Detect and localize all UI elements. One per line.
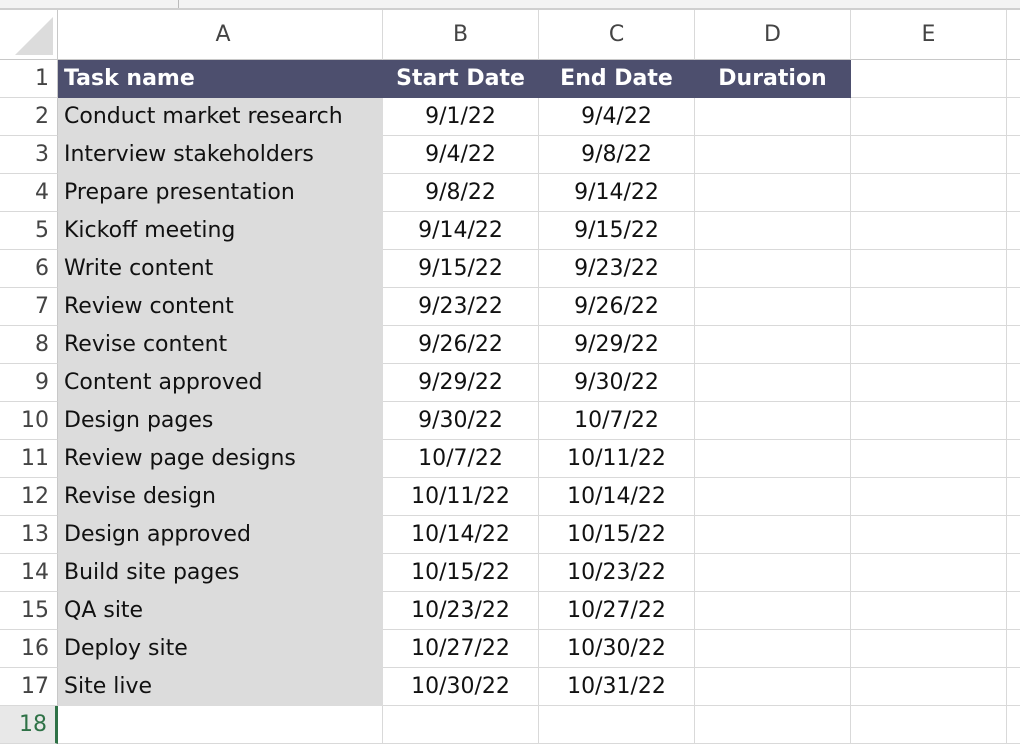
cell[interactable]	[1007, 364, 1020, 402]
end-date-cell[interactable]: 10/11/22	[539, 440, 695, 478]
cell[interactable]	[539, 706, 695, 744]
cell[interactable]	[851, 98, 1007, 136]
cell[interactable]	[1007, 630, 1020, 668]
column-header-d[interactable]: D	[695, 10, 851, 60]
cell[interactable]	[851, 136, 1007, 174]
cell[interactable]	[851, 706, 1007, 744]
task-name-cell[interactable]: Build site pages	[58, 554, 383, 592]
cell[interactable]	[58, 706, 383, 744]
duration-cell[interactable]	[695, 326, 851, 364]
row-header[interactable]: 12	[0, 478, 58, 516]
column-header-f[interactable]	[1007, 10, 1020, 60]
start-date-cell[interactable]: 10/11/22	[383, 478, 539, 516]
table-row	[0, 250, 1020, 288]
row-header[interactable]: 11	[0, 440, 58, 478]
row-header[interactable]: 4	[0, 174, 58, 212]
task-name-cell[interactable]: Design approved	[58, 516, 383, 554]
table-row	[0, 478, 1020, 516]
cell[interactable]	[851, 668, 1007, 706]
cell[interactable]	[1007, 60, 1020, 98]
row-header[interactable]: 1	[0, 60, 58, 98]
cell[interactable]	[1007, 212, 1020, 250]
header-duration[interactable]: Duration	[695, 60, 851, 98]
cell[interactable]	[1007, 136, 1020, 174]
end-date-cell[interactable]: 10/7/22	[539, 402, 695, 440]
select-all-button[interactable]	[0, 10, 58, 60]
end-date-cell[interactable]: 10/14/22	[539, 478, 695, 516]
table-row	[0, 288, 1020, 326]
cell[interactable]	[851, 516, 1007, 554]
table-row	[0, 212, 1020, 250]
row-header[interactable]: 2	[0, 98, 58, 136]
cell[interactable]	[851, 478, 1007, 516]
table-row	[0, 326, 1020, 364]
cell[interactable]	[851, 288, 1007, 326]
task-name-cell[interactable]: Review content	[58, 288, 383, 326]
duration-cell[interactable]	[695, 364, 851, 402]
column-header-row	[0, 10, 1020, 60]
start-date-cell[interactable]: 10/15/22	[383, 554, 539, 592]
task-name-cell[interactable]: Interview stakeholders	[58, 136, 383, 174]
selected-row	[0, 706, 1020, 744]
end-date-cell[interactable]: 9/29/22	[539, 326, 695, 364]
table-row	[0, 554, 1020, 592]
duration-cell[interactable]	[695, 668, 851, 706]
row-header[interactable]: 17	[0, 668, 58, 706]
end-date-cell[interactable]: 9/14/22	[539, 174, 695, 212]
cell[interactable]	[851, 364, 1007, 402]
task-name-cell[interactable]: Design pages	[58, 402, 383, 440]
cell[interactable]	[383, 706, 539, 744]
row-header[interactable]: 8	[0, 326, 58, 364]
column-header-c[interactable]: C	[539, 10, 695, 60]
cell[interactable]	[851, 630, 1007, 668]
cell[interactable]	[1007, 516, 1020, 554]
task-name-cell[interactable]: Kickoff meeting	[58, 212, 383, 250]
start-date-cell[interactable]: 9/29/22	[383, 364, 539, 402]
column-header-e[interactable]: E	[851, 10, 1007, 60]
table-row	[0, 630, 1020, 668]
row-header[interactable]: 3	[0, 136, 58, 174]
duration-cell[interactable]	[695, 592, 851, 630]
cell[interactable]	[851, 326, 1007, 364]
row-header[interactable]: 5	[0, 212, 58, 250]
header-end-date[interactable]: End Date	[539, 60, 695, 98]
cell[interactable]	[695, 706, 851, 744]
start-date-cell[interactable]: 10/30/22	[383, 668, 539, 706]
duration-cell[interactable]	[695, 440, 851, 478]
duration-cell[interactable]	[695, 554, 851, 592]
duration-cell[interactable]	[695, 212, 851, 250]
duration-cell[interactable]	[695, 98, 851, 136]
header-task-name[interactable]: Task name	[58, 60, 383, 98]
cell[interactable]	[1007, 174, 1020, 212]
start-date-cell[interactable]: 10/23/22	[383, 592, 539, 630]
header-start-date[interactable]: Start Date	[383, 60, 539, 98]
start-date-cell[interactable]: 9/14/22	[383, 212, 539, 250]
row-header[interactable]: 13	[0, 516, 58, 554]
cell[interactable]	[851, 212, 1007, 250]
start-date-cell[interactable]: 10/27/22	[383, 630, 539, 668]
table-row	[0, 592, 1020, 630]
cell[interactable]	[1007, 478, 1020, 516]
duration-cell[interactable]	[695, 250, 851, 288]
cell[interactable]	[1007, 402, 1020, 440]
start-date-cell[interactable]: 10/14/22	[383, 516, 539, 554]
end-date-cell[interactable]: 9/26/22	[539, 288, 695, 326]
cell[interactable]	[851, 554, 1007, 592]
row-header[interactable]: 16	[0, 630, 58, 668]
formula-bar-edge	[0, 0, 1020, 10]
duration-cell[interactable]	[695, 402, 851, 440]
start-date-cell[interactable]: 9/8/22	[383, 174, 539, 212]
task-name-cell[interactable]: Review page designs	[58, 440, 383, 478]
cell[interactable]	[1007, 440, 1020, 478]
cell[interactable]	[851, 402, 1007, 440]
task-name-cell[interactable]: Write content	[58, 250, 383, 288]
cell[interactable]	[1007, 668, 1020, 706]
table-row	[0, 402, 1020, 440]
table-row	[0, 440, 1020, 478]
table-row	[0, 364, 1020, 402]
spreadsheet-grid	[0, 10, 1020, 744]
cell[interactable]	[1007, 706, 1020, 744]
task-name-cell[interactable]: Site live	[58, 668, 383, 706]
task-name-cell[interactable]: QA site	[58, 592, 383, 630]
end-date-cell[interactable]: 10/30/22	[539, 630, 695, 668]
row-header[interactable]: 18	[0, 706, 58, 744]
cell[interactable]	[851, 174, 1007, 212]
table-row	[0, 174, 1020, 212]
row-header[interactable]: 15	[0, 592, 58, 630]
cell[interactable]	[1007, 98, 1020, 136]
cell[interactable]	[1007, 554, 1020, 592]
cell[interactable]	[851, 440, 1007, 478]
end-date-cell[interactable]: 9/30/22	[539, 364, 695, 402]
duration-cell[interactable]	[695, 288, 851, 326]
task-name-cell[interactable]: Content approved	[58, 364, 383, 402]
row-header[interactable]: 14	[0, 554, 58, 592]
start-date-cell[interactable]: 10/7/22	[383, 440, 539, 478]
table-row	[0, 668, 1020, 706]
table-row	[0, 516, 1020, 554]
duration-cell[interactable]	[695, 630, 851, 668]
end-date-cell[interactable]: 10/15/22	[539, 516, 695, 554]
duration-cell[interactable]	[695, 516, 851, 554]
end-date-cell[interactable]: 10/31/22	[539, 668, 695, 706]
end-date-cell[interactable]: 10/27/22	[539, 592, 695, 630]
row-header[interactable]: 9	[0, 364, 58, 402]
cell[interactable]	[1007, 592, 1020, 630]
duration-cell[interactable]	[695, 136, 851, 174]
cell[interactable]	[1007, 326, 1020, 364]
row-header[interactable]: 6	[0, 250, 58, 288]
task-name-cell[interactable]: Prepare presentation	[58, 174, 383, 212]
end-date-cell[interactable]: 9/15/22	[539, 212, 695, 250]
duration-cell[interactable]	[695, 478, 851, 516]
table-row	[0, 98, 1020, 136]
start-date-cell[interactable]: 9/30/22	[383, 402, 539, 440]
start-date-cell[interactable]: 9/23/22	[383, 288, 539, 326]
duration-cell[interactable]	[695, 174, 851, 212]
task-name-cell[interactable]: Conduct market research	[58, 98, 383, 136]
end-date-cell[interactable]: 9/23/22	[539, 250, 695, 288]
start-date-cell[interactable]: 9/4/22	[383, 136, 539, 174]
row-header[interactable]: 10	[0, 402, 58, 440]
cell[interactable]	[1007, 288, 1020, 326]
table-header-row	[0, 60, 1020, 98]
cell[interactable]	[851, 60, 1007, 98]
end-date-cell[interactable]: 10/23/22	[539, 554, 695, 592]
end-date-cell[interactable]: 9/4/22	[539, 98, 695, 136]
start-date-cell[interactable]: 9/26/22	[383, 326, 539, 364]
row-header[interactable]: 7	[0, 288, 58, 326]
start-date-cell[interactable]: 9/1/22	[383, 98, 539, 136]
cell[interactable]	[851, 592, 1007, 630]
table-row	[0, 136, 1020, 174]
task-name-cell[interactable]: Deploy site	[58, 630, 383, 668]
cell[interactable]	[1007, 250, 1020, 288]
task-name-cell[interactable]: Revise design	[58, 478, 383, 516]
task-name-cell[interactable]: Revise content	[58, 326, 383, 364]
end-date-cell[interactable]: 9/8/22	[539, 136, 695, 174]
column-header-a[interactable]: A	[58, 10, 383, 60]
start-date-cell[interactable]: 9/15/22	[383, 250, 539, 288]
column-header-b[interactable]: B	[383, 10, 539, 60]
cell[interactable]	[851, 250, 1007, 288]
